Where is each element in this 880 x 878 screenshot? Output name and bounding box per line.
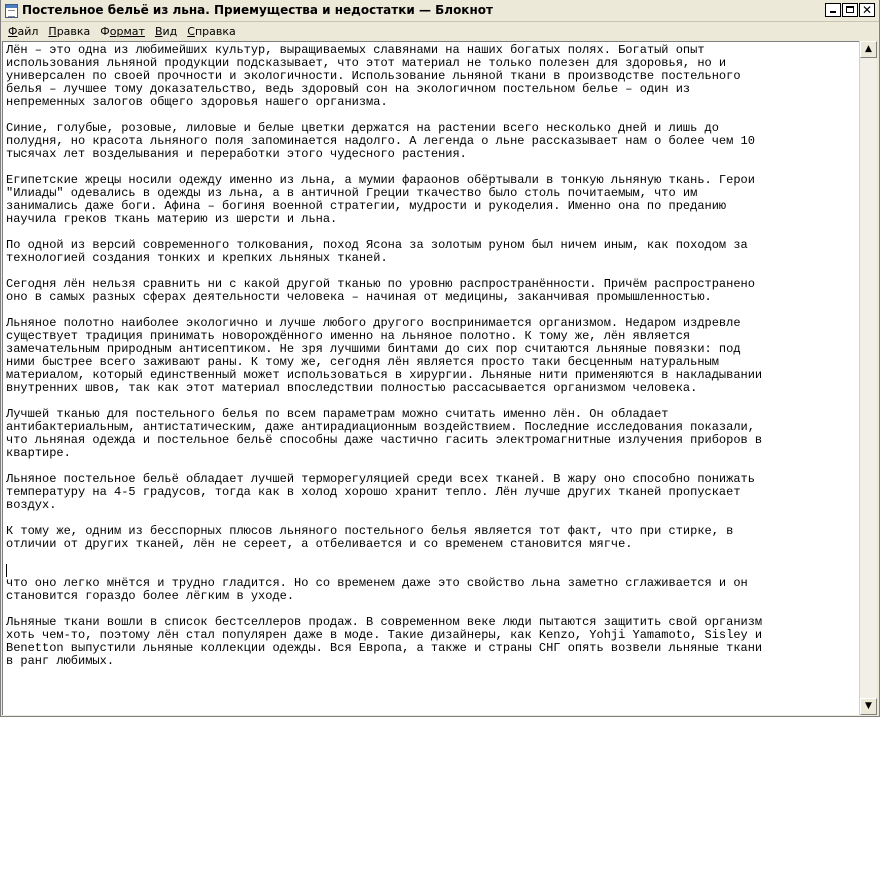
- text-line: температуру на 4-5 градусов, тогда как в холод хорошо хранит тепло. Лён лучше других тканей пропускает: [6, 485, 741, 499]
- menu-file-label: айл: [17, 25, 39, 38]
- menu-file-accel: Ф: [8, 25, 18, 38]
- menu-edit-accel: П: [48, 25, 57, 38]
- menu-bar: [1, 22, 879, 41]
- text-line: "Илиады" одевались в одежды из льна, а в античной Греции ткачество было столь почитаемым, что им: [6, 186, 698, 200]
- minimize-button[interactable]: [825, 3, 841, 17]
- text-line: Льняное постельное бельё обладает лучшей терморегуляцией среди всех тканей. В жару оно способно понижать: [6, 472, 755, 486]
- text-line: материалом, который единственный может использоваться в хирургии. Льняные нити применяются в накладывании: [6, 368, 763, 382]
- menu-view-accel: В: [154, 25, 163, 38]
- text-line: К тому же, одним из бесспорных плюсов льняного постельного белья является тот факт, что при стирке, в: [6, 524, 734, 538]
- menu-format[interactable]: [95, 22, 150, 41]
- menu-help-accel: С: [187, 25, 195, 38]
- text-line: Benetton выпустили льняные коллекции одежды. Вся Европа, а также и страны СНГ опять возвели льняные ткани: [6, 641, 763, 655]
- text-line: оно в самых разных сферах деятельности человека – начиная от медицины, заканчивая промышленностью.: [6, 290, 712, 304]
- text-line: непременных залогов общего здоровья нашего организма.: [6, 95, 388, 109]
- text-line: существует традиция принимать новорождённого именно на льняное полотно. К тому же, лён является: [6, 329, 691, 343]
- close-button[interactable]: ✕: [859, 3, 875, 17]
- text-line: антибактериальным, антистатическим, даже антирадиационным воздействием. Последние исследования показали,: [6, 420, 755, 434]
- text-line: Египетские жрецы носили одежду именно из льна, а мумии фараонов обёртывали в тонкую льняную ткань. Герои: [6, 173, 755, 187]
- text-line: Синие, голубые, розовые, лиловые и белые цветки держатся на растении всего несколько дней и лишь до: [6, 121, 719, 135]
- text-line: отличии от других тканей, лён не сереет, а отбеливается и со временем становится мягче.: [6, 537, 633, 551]
- menu-format-label: ормат: [109, 25, 145, 38]
- text-line: Льняные ткани вошли в список бестселлеров продаж. В современном веке люди пытаются защитить свой организм: [6, 615, 763, 629]
- scroll-up-button[interactable]: ▲: [860, 41, 877, 58]
- text-line: замечательным природным антисептиком. Не зря лучшими бинтами до сих пор считаются льняные повязки: под: [6, 342, 741, 356]
- text-line: использования льняной продукции подсказывает, что этот материал не только полезен для здоровья, но и: [6, 56, 727, 70]
- document-text[interactable]: [6, 44, 856, 668]
- text-line: внутренних швов, так как этот материал впоследствии полностью рассасывается организмом человека.: [6, 381, 698, 395]
- window-controls: [824, 3, 875, 17]
- text-line: в ранг любимых.: [6, 654, 115, 668]
- text-line: Льняное полотно наиболее экологично и лучше любого другого воспринимается организмом. Недаром издревле: [6, 316, 741, 330]
- text-line: полудня, но красота льняного поля запоминается надолго. А легенда о льне рассказывает нам о более чем 10: [6, 134, 755, 148]
- maximize-button[interactable]: [842, 3, 858, 17]
- text-line: Сегодня лён нельзя сравнить ни с какой другой тканью по уровню распространённости. Причём распространено: [6, 277, 755, 291]
- text-line: становится гораздо более лёгким в уходе.: [6, 589, 295, 603]
- text-line: [6, 551, 856, 564]
- menu-edit[interactable]: [43, 22, 95, 41]
- menu-view-label: ид: [162, 25, 178, 38]
- text-editor-area[interactable]: [2, 41, 859, 715]
- text-line: что льняная одежда и постельное бельё способны даже частично гасить электромагнитные излучения приборов в: [6, 433, 763, 447]
- notepad-app-icon[interactable]: [5, 4, 18, 18]
- text-line: что оно легко мнётся и трудно гладится. Но со временем даже это свойство льна заметно сглаживается и он: [6, 576, 748, 590]
- text-line: тысячах лет возделывания и переработки этого чудесного растения.: [6, 147, 467, 161]
- text-line: универсален по своей прочности и экологичности. Использование льняной ткани в производстве постельного: [6, 69, 741, 83]
- text-line: хоть чем-то, поэтому лён стал популярен даже в моде. Такие дизайнеры, как Kenzo, Yohji Yamamoto, Sisley и: [6, 628, 763, 642]
- scroll-down-button[interactable]: ▼: [860, 698, 877, 715]
- text-line: технологией создания тонких и крепких льняных тканей.: [6, 251, 388, 265]
- menu-view[interactable]: [150, 22, 182, 41]
- menu-edit-label: равка: [56, 25, 91, 38]
- text-line: ними быстрее всего заживают раны. К тому же, сегодня лён является просто таки бесценным натуральным: [6, 355, 719, 369]
- menu-help[interactable]: [182, 22, 240, 41]
- text-line: Лучшей тканью для постельного белья по всем параметрам можно считать именно лён. Он обладает: [6, 407, 669, 421]
- text-line: занимались даже боги. Афина – богиня военной стратегии, мудрости и рукоделия. Именно она по преданию: [6, 199, 727, 213]
- text-line: По одной из версий современного толкования, поход Ясона за золотым руном был ничем иным, как походом за: [6, 238, 748, 252]
- menu-help-label: правка: [194, 25, 236, 38]
- window-title: Постельное бельё из льна. Приемущества и недостатки — Блокнот: [22, 3, 493, 17]
- text-line: воздух.: [6, 498, 57, 512]
- title-bar[interactable]: [1, 0, 879, 22]
- text-line: Лён – это одна из любимейших культур, выращиваемых славянами на наших богатых полях. Богатый опыт: [6, 43, 705, 57]
- text-line: квартире.: [6, 446, 71, 460]
- text-line: белья – лучшее тому доказательство, ведь здоровый сон на экологичном постельном белье – один из: [6, 82, 691, 96]
- vertical-scrollbar[interactable]: [859, 41, 877, 715]
- menu-format-accel: Ф: [100, 25, 110, 38]
- menu-file[interactable]: [3, 22, 43, 41]
- text-line: научила греков ткань материю из шерсти и льна.: [6, 212, 338, 226]
